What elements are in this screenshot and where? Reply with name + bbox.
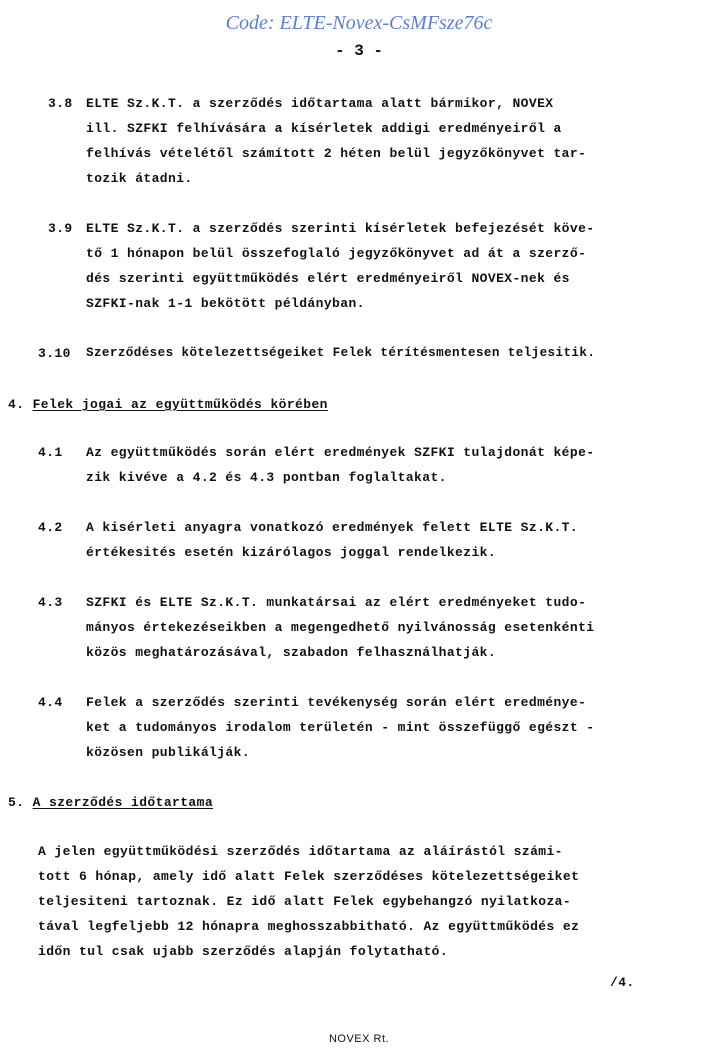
text-line: felhívás vételétől számított 2 héten belül jegyzőkönyvet tar-: [86, 146, 587, 161]
heading-section-5: [8, 795, 213, 810]
text-line: SZFKI-nak 1-1 bekötött példányban.: [86, 296, 365, 311]
text-line: tő 1 hónapon belül összefoglaló jegyzőkönyvet ad át a szerző-: [86, 246, 587, 261]
page-number: - 3 -: [334, 42, 383, 60]
heading-title: A szerződés időtartama: [32, 795, 214, 810]
text-line: A kisérleti anyagra vonatkozó eredmények felett ELTE Sz.K.T.: [86, 520, 579, 535]
document-code: Code: ELTE-Novex-CsMFsze76c: [225, 12, 493, 34]
text-line: zik kivéve a 4.2 és 4.3 pontban foglaltakat.: [86, 470, 447, 485]
text-line: közösen publikálják.: [86, 745, 251, 760]
section-number: 3.10: [38, 346, 71, 361]
section-number: 4.3: [38, 595, 63, 610]
text-line: tozik átadni.: [86, 171, 193, 186]
heading-title: Felek jogai az együttműködés körében: [32, 397, 328, 412]
text-line: ket a tudományos irodalom területén - mint összefüggő egészt -: [86, 720, 595, 735]
text-line: ELTE Sz.K.T. a szerződés időtartama alatt bármikor, NOVEX: [86, 96, 554, 111]
text-line: mányos értekezéseikben a megengedhető nyilvánosság esetenkénti: [86, 620, 595, 635]
heading-number: 4.: [8, 397, 25, 412]
heading-section-4: [8, 397, 328, 412]
text-line: tott 6 hónap, amely idő alatt Felek szerződéses kötelezettségeiket: [38, 869, 580, 884]
text-line: közös meghatározásával, szabadon felhasználhatják.: [86, 645, 497, 660]
text-line: Felek a szerződés szerinti tevékenység során elért eredménye-: [86, 695, 587, 710]
text-line: Szerződéses kötelezettségeiket Felek térítésmentesen teljesitik.: [86, 346, 596, 360]
text-line: időn tul csak ujabb szerződés alapján folytatható.: [38, 944, 449, 959]
section-number: 3.8: [48, 96, 73, 111]
text-line: tával legfeljebb 12 hónapra meghosszabbitható. Az együttműködés ez: [38, 919, 580, 934]
text-line: A jelen együttműködési szerződés időtartama az aláírástól számi-: [38, 844, 563, 859]
text-line: értékesités esetén kizárólagos joggal rendelkezik.: [86, 545, 497, 560]
text-line: dés szerinti együttműködés elért eredményeiről NOVEX-nek és: [86, 271, 570, 286]
text-line: Az együttműködés során elért eredmények SZFKI tulajdonát képe-: [86, 445, 595, 460]
footer-company: NOVEX Rt.: [328, 1033, 390, 1045]
text-line: ELTE Sz.K.T. a szerződés szerinti kísérletek befejezését köve-: [86, 221, 595, 236]
text-line: SZFKI és ELTE Sz.K.T. munkatársai az elért eredményeket tudo-: [86, 595, 587, 610]
section-number: 4.1: [38, 445, 63, 460]
section-number: 4.4: [38, 695, 63, 710]
section-number: 4.2: [38, 520, 63, 535]
section-number: 3.9: [48, 221, 73, 236]
continuation-marker: /4.: [610, 975, 635, 990]
text-line: teljesiteni tartoznak. Ez idő alatt Felek egybehangzó nyilatkoza-: [38, 894, 572, 909]
heading-number: 5.: [8, 795, 25, 810]
text-line: ill. SZFKI felhívására a kísérletek addigi eredményeiről a: [86, 121, 562, 136]
